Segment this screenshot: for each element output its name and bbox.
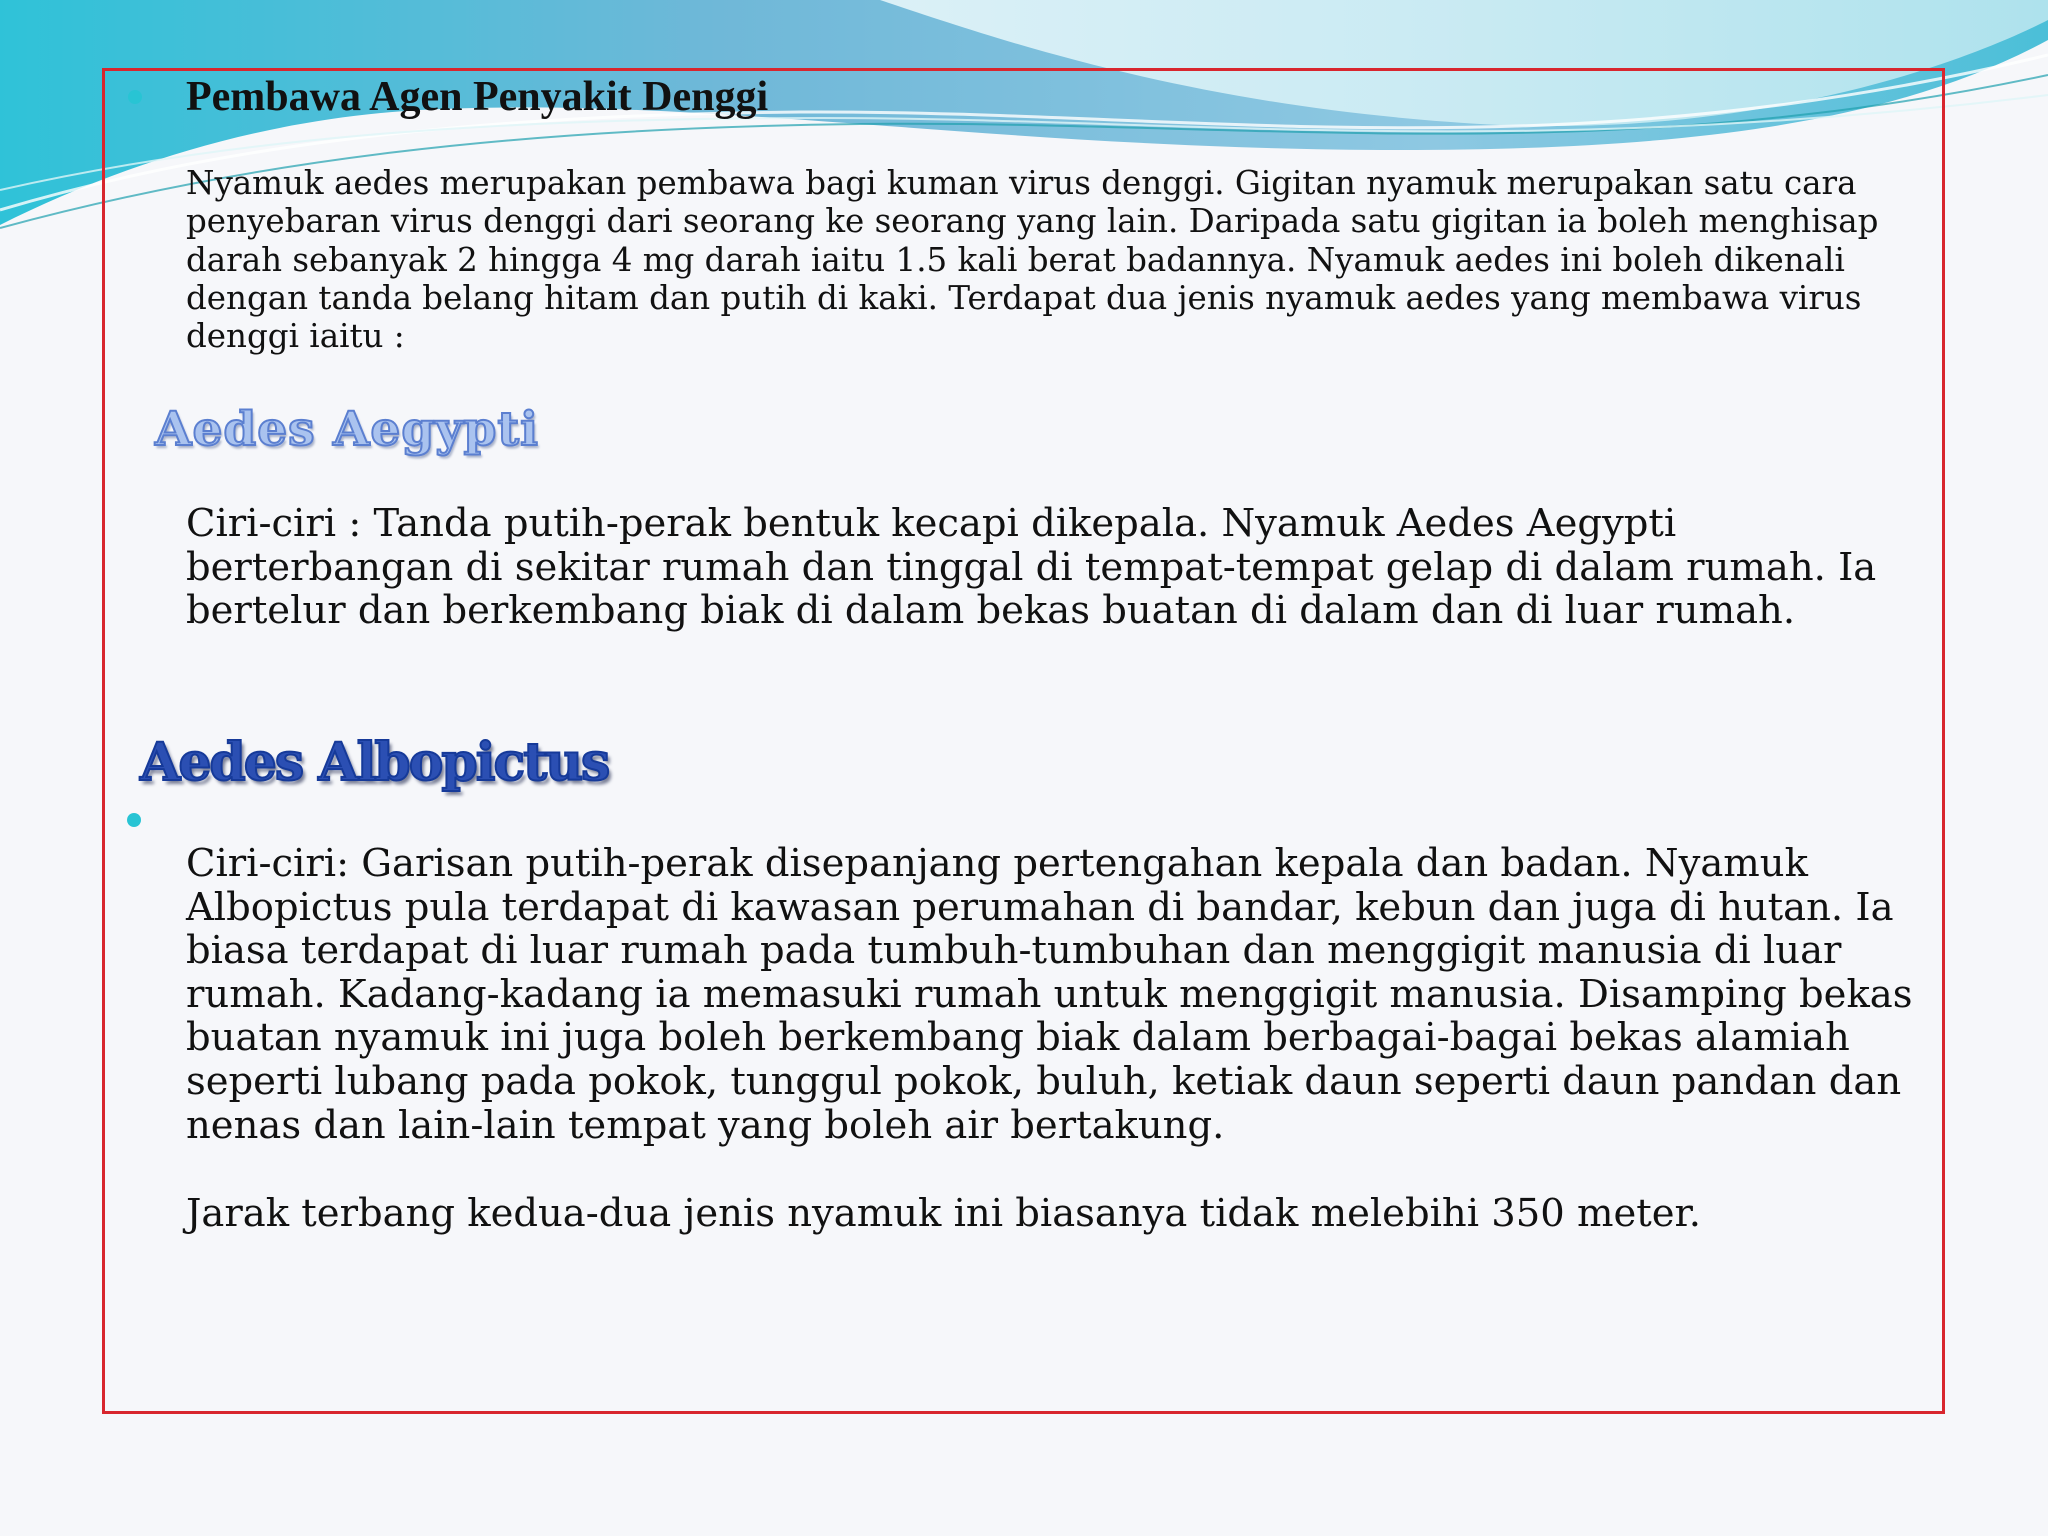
intro-paragraph: Nyamuk aedes merupakan pembawa bagi kuman virus denggi. Gigitan nyamuk merupakan satu cara penyebaran virus denggi dari seorang ke seorang yang lain. Daripada satu gigitan ia boleh menghisap darah sebanyak 2 hingga 4 mg darah iaitu 1.5 kali berat badannya. Nyamuk aedes ini boleh dikenali dengan tanda belang hitam dan putih di kaki. Terdapat dua jenis nyamuk aedes yang membawa virus denggi iaitu : <box>186 164 1879 356</box>
species-title-albopictus: Aedes Albopictus <box>140 732 609 793</box>
bullet-dot <box>128 90 142 104</box>
albopictus-description: Ciri-ciri: Garisan putih-perak disepanjang pertengahan kepala dan badan. Nyamuk Albopictus pula terdapat di kawasan perumahan di bandar, kebun dan juga di hutan. Ia biasa terdapat di luar rumah pada tumbuh-tumbuhan dan menggigit manusia di luar rumah. Kadang-kadang ia memasuki rumah untuk menggigit manusia. Disamping bekas buatan nyamuk ini juga boleh berkembang biak dalam berbagai-bagai bekas alamiah seperti lubang pada pokok, tunggul pokok, buluh, ketiak daun seperti daun pandan dan nenas dan lain-lain tempat yang boleh air bertakung. <box>186 841 1913 1148</box>
closing-note: Jarak terbang kedua-dua jenis nyamuk ini biasanya tidak melebihi 350 meter. <box>186 1191 1701 1236</box>
aegypti-description: Ciri-ciri : Tanda putih-perak bentuk kecapi dikepala. Nyamuk Aedes Aegypti berterbangan di sekitar rumah dan tinggal di tempat-tempat gelap di dalam rumah. Ia bertelur dan berkembang biak di dalam bekas buatan di dalam dan di luar rumah. <box>186 501 1877 634</box>
bullet-dot <box>127 813 141 827</box>
species-title-aegypti: Aedes Aegypti <box>155 402 539 457</box>
slide-heading: Pembawa Agen Penyakit Denggi <box>186 74 769 120</box>
